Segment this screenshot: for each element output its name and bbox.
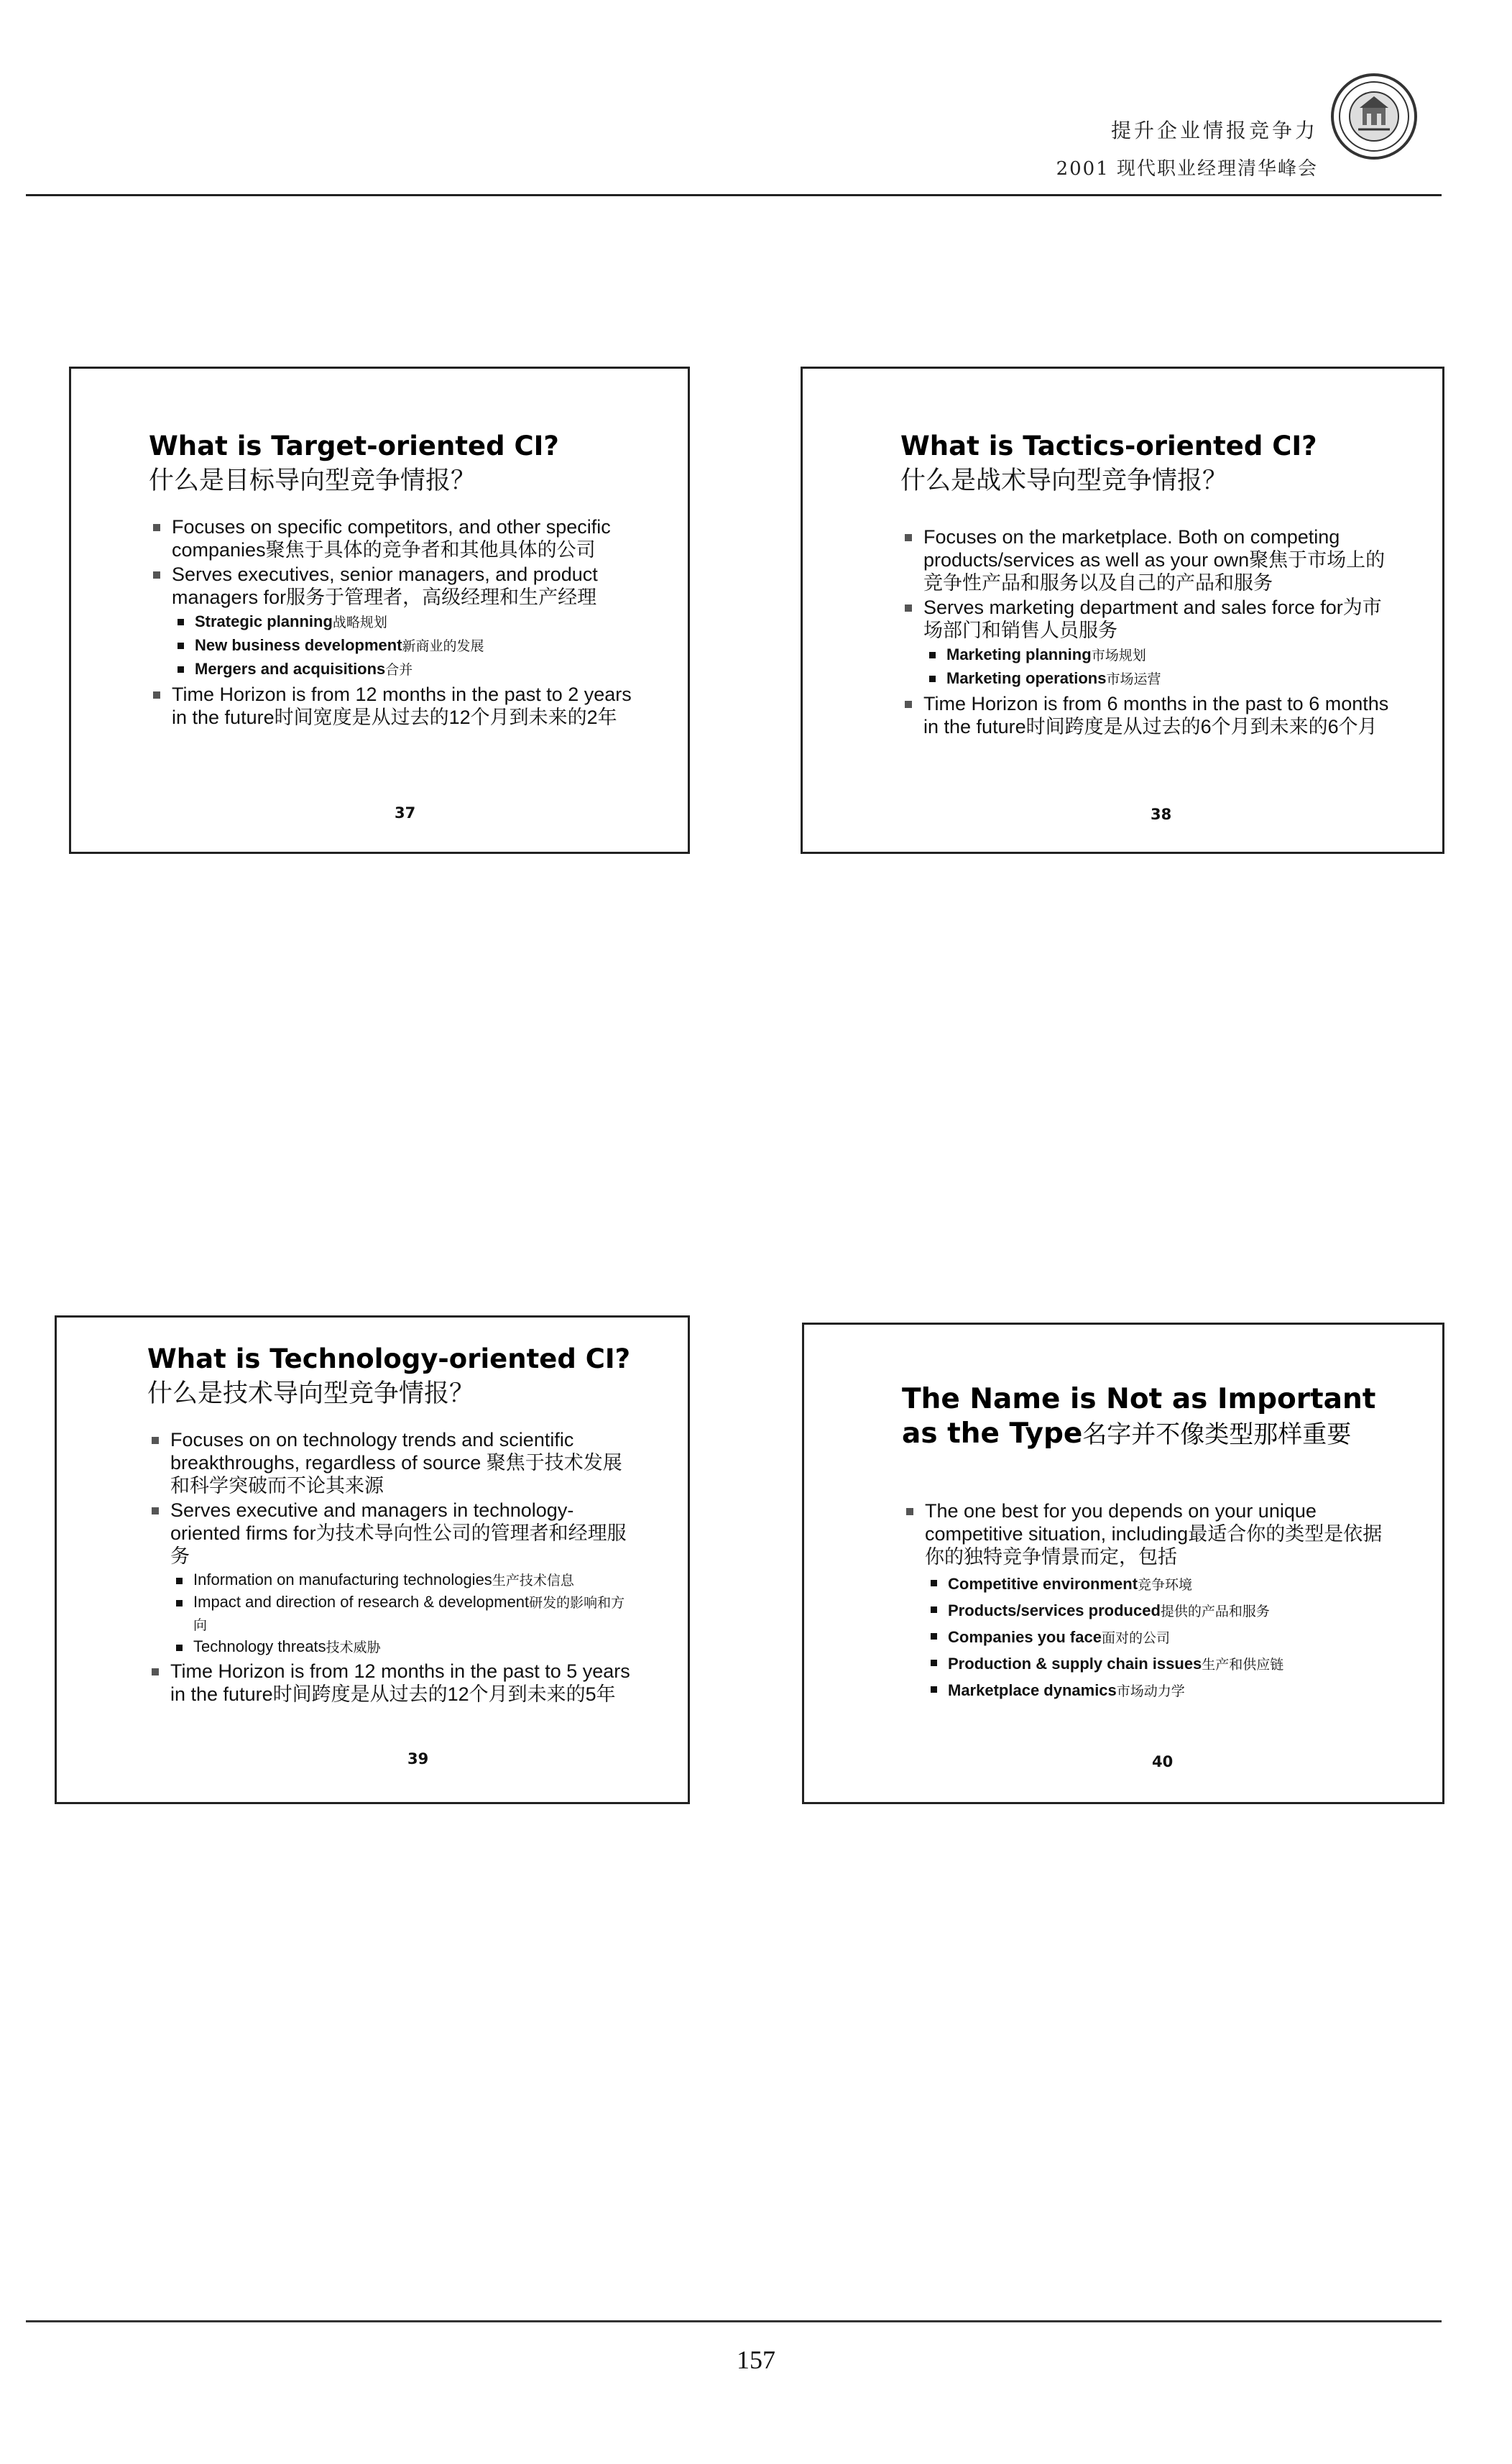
slide-number: 37	[395, 804, 416, 822]
list-item	[902, 1499, 1392, 1704]
page-header	[1056, 115, 1318, 180]
bullet-list	[900, 525, 1392, 738]
slide-number: 40	[1152, 1753, 1174, 1770]
slide-title-zh: 名字并不像类型那样重要	[1082, 1420, 1352, 1449]
slide-38	[801, 367, 1444, 854]
header-line-2: 2001 现代职业经理清华峰会	[1056, 158, 1318, 180]
list-item: Time Horizon is from 12 months in the past to 5 years in the future时间跨度是从过去的12个月到未来的5年	[147, 1660, 637, 1706]
page-number: 157	[737, 2345, 775, 2374]
list-item: Focuses on specific competitors, and other specific companies聚焦于具体的竞争者和其他具体的公司	[149, 515, 637, 561]
sub-list	[925, 1571, 1392, 1704]
sub-list-item: Companies you face面对的公司	[925, 1624, 1392, 1651]
slide-title	[902, 1382, 1392, 1452]
sub-list-item: New business development新商业的发展	[172, 634, 637, 658]
slide-title-en: The Name is Not as Important as the Type	[902, 1383, 1376, 1450]
sub-list	[172, 610, 637, 681]
list-item-text: Serves executives, senior managers, and product managers for服务于管理者，高级经理和生产经理	[172, 564, 598, 608]
list-item: Time Horizon is from 12 months in the past to 2 years in the future时间宽度是从过去的12个月到未来的2年	[149, 683, 637, 729]
bullet-list	[147, 1428, 637, 1706]
bullet-list	[149, 515, 637, 729]
list-item: Focuses on the marketplace. Both on competing products/services as well as your own聚焦于市场上的竞争性产品和服务以及自己的产品和服务	[900, 525, 1392, 594]
sub-list-item: Production & supply chain issues生产和供应链	[925, 1651, 1392, 1678]
footer-rule	[26, 2320, 1442, 2322]
slide-37	[69, 367, 690, 854]
list-item-text: The one best for you depends on your unique competitive situation, including最适合你的类型是依据你的独特竞争情景而定，包括	[925, 1500, 1383, 1568]
sub-list	[170, 1569, 637, 1658]
sub-list-item: Information on manufacturing technologies生产技术信息	[170, 1569, 637, 1591]
header-rule	[26, 194, 1442, 196]
slide-title: What is Target-oriented CI?	[149, 431, 559, 461]
sub-list-item: Technology threats技术威胁	[170, 1636, 637, 1658]
slide-number: 39	[407, 1750, 429, 1767]
list-item	[900, 596, 1392, 691]
bullet-list	[902, 1499, 1392, 1704]
slide-title-zh: 什么是战术导向型竞争情报？	[900, 466, 1228, 495]
sub-list-item: Competitive environment竞争环境	[925, 1571, 1392, 1598]
slide-title: What is Tactics-oriented CI?	[900, 431, 1317, 461]
sub-list-item: Impact and direction of research & development研发的影响和方向	[170, 1591, 637, 1636]
list-item-text: Serves marketing department and sales force for为市场部门和销售人员服务	[923, 597, 1382, 641]
list-item-text: Serves executive and managers in technology-oriented firms for为技术导向性公司的管理者和经理服务	[170, 1499, 627, 1567]
sub-list-item: Marketing planning市场规划	[923, 643, 1392, 667]
slide-40	[802, 1323, 1444, 1804]
slide-number: 38	[1151, 806, 1172, 823]
slide-title: What is Technology-oriented CI?	[147, 1343, 631, 1374]
list-item: Focuses on on technology trends and scientific breakthroughs, regardless of source 聚焦于技术发展和科学突破而不论其来源	[147, 1428, 637, 1497]
sub-list-item: Products/services produced提供的产品和服务	[925, 1598, 1392, 1624]
header-line-1: 提升企业情报竞争力	[1110, 119, 1318, 142]
slide-39	[55, 1315, 690, 1804]
sub-list-item: Marketplace dynamics市场动力学	[925, 1678, 1392, 1704]
slide-title-zh: 什么是技术导向型竞争情报？	[147, 1379, 475, 1408]
list-item: Time Horizon is from 6 months in the past to 6 months in the future时间跨度是从过去的6个月到未来的6个月	[900, 692, 1392, 738]
sub-list	[923, 643, 1392, 691]
sub-list-item: Strategic planning战略规划	[172, 610, 637, 634]
slide-title-zh: 什么是目标导向型竞争情报？	[149, 466, 476, 495]
sub-list-item: Mergers and acquisitions合并	[172, 658, 637, 681]
list-item	[147, 1499, 637, 1658]
university-seal-icon	[1329, 72, 1419, 161]
sub-list-item: Marketing operations市场运营	[923, 667, 1392, 691]
list-item	[149, 563, 637, 681]
